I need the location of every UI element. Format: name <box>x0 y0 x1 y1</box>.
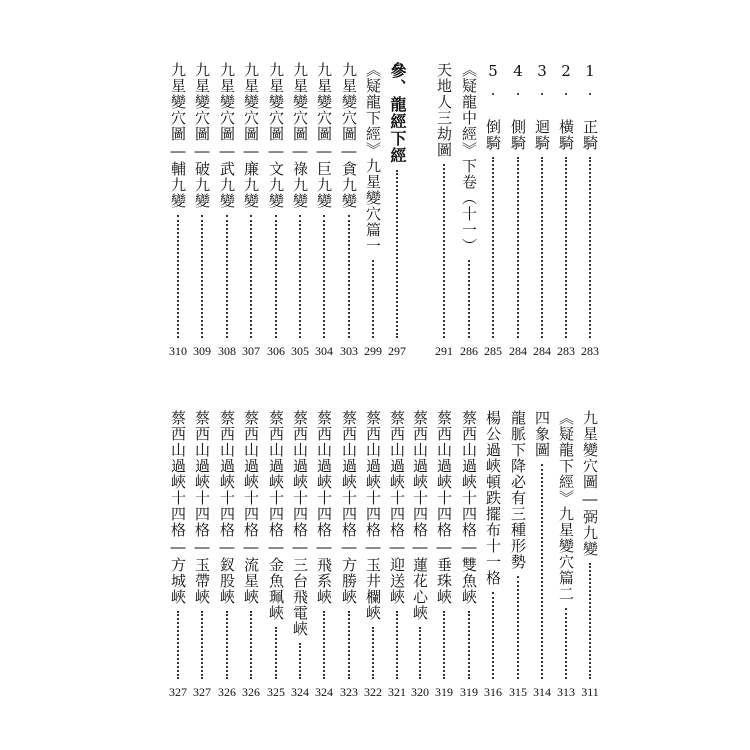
toc-entry-title: 九星變穴圖―祿九變 <box>291 62 309 209</box>
dot-leader <box>372 260 374 338</box>
toc-entry-title: 《疑龍下經》九星變穴篇二 <box>557 410 575 602</box>
dot-leader <box>250 611 252 679</box>
toc-page-number: 306 <box>267 344 285 358</box>
toc-entry-title: 九星變穴圖―武九變 <box>218 62 236 209</box>
toc-entry-title: 九星變穴圖―輔九變 <box>169 62 187 209</box>
toc-entry-title: 蔡西山過峽十四格―流星峽 <box>242 410 260 605</box>
toc-page-number: 322 <box>364 685 382 699</box>
toc-page-number: 311 <box>581 685 599 699</box>
toc-entry[interactable] <box>337 62 361 360</box>
dot-leader <box>468 611 470 679</box>
dot-leader <box>275 215 277 338</box>
dot-leader <box>492 157 494 338</box>
toc-entry[interactable] <box>432 62 456 360</box>
toc-entry-title: 蔡西山過峽十四格―玉井欄峽 <box>364 410 382 621</box>
dot-leader <box>299 215 301 338</box>
toc-page-number: 308 <box>218 344 236 358</box>
toc-page-number: 326 <box>242 685 260 699</box>
toc-entry[interactable] <box>264 410 288 701</box>
toc-entry-title: 九星變穴圖―弼九變 <box>581 410 599 557</box>
dot-leader <box>348 611 350 679</box>
toc-entry[interactable] <box>190 410 214 701</box>
toc-entry[interactable] <box>385 410 409 701</box>
toc-entry[interactable] <box>239 62 263 360</box>
toc-page-number: 327 <box>169 685 187 699</box>
dot-leader <box>201 611 203 679</box>
dot-leader <box>443 611 445 679</box>
dot-leader <box>517 157 519 338</box>
toc-page-number: 284 <box>509 344 527 358</box>
dot-leader <box>299 643 301 679</box>
toc-entry[interactable] <box>215 62 239 360</box>
dot-leader <box>541 157 543 338</box>
toc-entry-title: 參、龍經下經 <box>388 62 407 164</box>
toc-entry[interactable] <box>264 62 288 360</box>
toc-page-number: 319 <box>460 685 478 699</box>
toc-page-number: 323 <box>340 685 358 699</box>
toc-entry[interactable] <box>481 62 505 360</box>
dot-leader <box>275 627 277 679</box>
toc-entry[interactable] <box>457 62 481 360</box>
toc-page-number: 316 <box>484 685 502 699</box>
toc-entry-title: 楊公過峽頓跌擺布十一格 <box>484 410 502 586</box>
toc-entry-title: 蔡西山過峽十四格―三台飛電峽 <box>291 410 309 637</box>
toc-entry[interactable] <box>506 410 530 701</box>
toc-entry[interactable] <box>361 62 385 360</box>
toc-entry[interactable] <box>578 62 602 360</box>
toc-entry-title: 四象圖 <box>533 410 551 458</box>
toc-entry[interactable] <box>457 410 481 701</box>
toc-entry-title: 4. 側騎 <box>509 62 527 151</box>
toc-entry-title: 蔡西山過峽十四格―垂珠峽 <box>435 410 453 605</box>
toc-entry-title: 1. 正騎 <box>581 62 599 151</box>
dot-leader <box>226 215 228 338</box>
toc-page-number: 313 <box>557 685 575 699</box>
toc-page-number: 283 <box>557 344 575 358</box>
toc-page-number: 321 <box>388 685 406 699</box>
toc-page-number: 286 <box>460 344 478 358</box>
dot-leader <box>348 215 350 338</box>
dot-leader <box>541 464 543 679</box>
toc-page-number: 303 <box>340 344 358 358</box>
dot-leader <box>443 164 445 338</box>
dot-leader <box>565 608 567 679</box>
toc-page-number: 310 <box>169 344 187 358</box>
toc-page-number: 326 <box>218 685 236 699</box>
toc-page-number: 315 <box>509 685 527 699</box>
toc-entry-title: 《疑龍中經》下卷（十一） <box>460 62 478 254</box>
toc-page-number: 285 <box>484 344 502 358</box>
toc-entry[interactable] <box>288 410 312 701</box>
toc-entry-title: 九星變穴圖―廉九變 <box>242 62 260 209</box>
toc-entry-title: 《疑龍下經》九星變穴篇一 <box>364 62 382 254</box>
toc-page-number: 307 <box>242 344 260 358</box>
toc-entry-title: 蔡西山過峽十四格―迎送峽 <box>388 410 406 605</box>
toc-page-number: 324 <box>315 685 333 699</box>
toc-page-number: 305 <box>291 344 309 358</box>
toc-entry[interactable] <box>337 410 361 701</box>
toc-entry[interactable] <box>312 410 336 701</box>
toc-page-number: 325 <box>267 685 285 699</box>
toc-entry-title: 蔡西山過峽十四格―方勝峽 <box>340 410 358 605</box>
toc-entry[interactable] <box>481 410 505 701</box>
dot-leader <box>372 627 374 679</box>
toc-entry-title: 九星變穴圖―貪九變 <box>340 62 358 209</box>
dot-leader <box>177 611 179 679</box>
toc-page-number: 324 <box>291 685 309 699</box>
dot-leader <box>323 215 325 338</box>
toc-entry[interactable] <box>166 410 190 701</box>
dot-leader <box>323 611 325 679</box>
toc-entry[interactable] <box>530 410 554 701</box>
toc-entry-title: 蔡西山過峽十四格―雙魚峽 <box>460 410 478 605</box>
toc-page-number: 320 <box>411 685 429 699</box>
toc-entry[interactable] <box>190 62 214 360</box>
toc-entry[interactable] <box>361 410 385 701</box>
toc-page-number: 283 <box>581 344 599 358</box>
toc-entry[interactable] <box>408 410 432 701</box>
toc-page-number: 327 <box>193 685 211 699</box>
toc-entry-title: 蔡西山過峽十四格―蓮花心峽 <box>411 410 429 621</box>
toc-entry[interactable] <box>288 62 312 360</box>
toc-entry[interactable] <box>554 410 578 701</box>
toc-entry[interactable] <box>506 62 530 360</box>
toc-entry[interactable] <box>578 410 602 701</box>
toc-page-number: 304 <box>315 344 333 358</box>
toc-entry[interactable] <box>385 62 409 360</box>
dot-leader <box>589 563 591 679</box>
dot-leader <box>226 611 228 679</box>
toc-page-number: 314 <box>533 685 551 699</box>
toc-entry[interactable] <box>312 62 336 360</box>
toc-entry-title: 蔡西山過峽十四格―釵股峽 <box>218 410 236 605</box>
dot-leader <box>250 215 252 338</box>
toc-entry-title: 九星變穴圖―破九變 <box>193 62 211 209</box>
toc-entry-title: 天地人三劫圖 <box>435 62 453 158</box>
toc-entry-title: 九星變穴圖―巨九變 <box>315 62 333 209</box>
dot-leader <box>177 215 179 338</box>
dot-leader <box>396 611 398 679</box>
toc-entry-title: 蔡西山過峽十四格―玉帶峽 <box>193 410 211 605</box>
toc-entry-title: 龍脈下降必有三種形勢 <box>509 410 527 570</box>
toc-entry-title: 蔡西山過峽十四格―飛系峽 <box>315 410 333 605</box>
toc-entry[interactable] <box>432 410 456 701</box>
dot-leader <box>517 576 519 679</box>
toc-entry[interactable] <box>215 410 239 701</box>
dot-leader <box>589 157 591 338</box>
dot-leader <box>201 215 203 338</box>
toc-page-number: 319 <box>435 685 453 699</box>
dot-leader <box>492 592 494 679</box>
toc-entry-title: 蔡西山過峽十四格―方城峽 <box>169 410 187 605</box>
toc-entry[interactable] <box>166 62 190 360</box>
toc-entry-title: 2. 橫騎 <box>557 62 575 151</box>
dot-leader <box>468 260 470 338</box>
dot-leader <box>396 170 398 338</box>
toc-entry[interactable] <box>530 62 554 360</box>
toc-entry[interactable] <box>239 410 263 701</box>
toc-page-number: 299 <box>364 344 382 358</box>
toc-entry-title: 5. 倒騎 <box>484 62 502 151</box>
toc-entry-title: 蔡西山過峽十四格―金魚珮峽 <box>267 410 285 621</box>
toc-page-number: 297 <box>388 344 406 358</box>
dot-leader <box>565 157 567 338</box>
toc-entry[interactable] <box>554 62 578 360</box>
toc-entry-title: 九星變穴圖―文九變 <box>267 62 285 209</box>
toc-page-number: 309 <box>193 344 211 358</box>
toc-page-number: 291 <box>435 344 453 358</box>
dot-leader <box>419 627 421 679</box>
toc-entry-title: 3. 迴騎 <box>533 62 551 151</box>
toc-page-number: 284 <box>533 344 551 358</box>
